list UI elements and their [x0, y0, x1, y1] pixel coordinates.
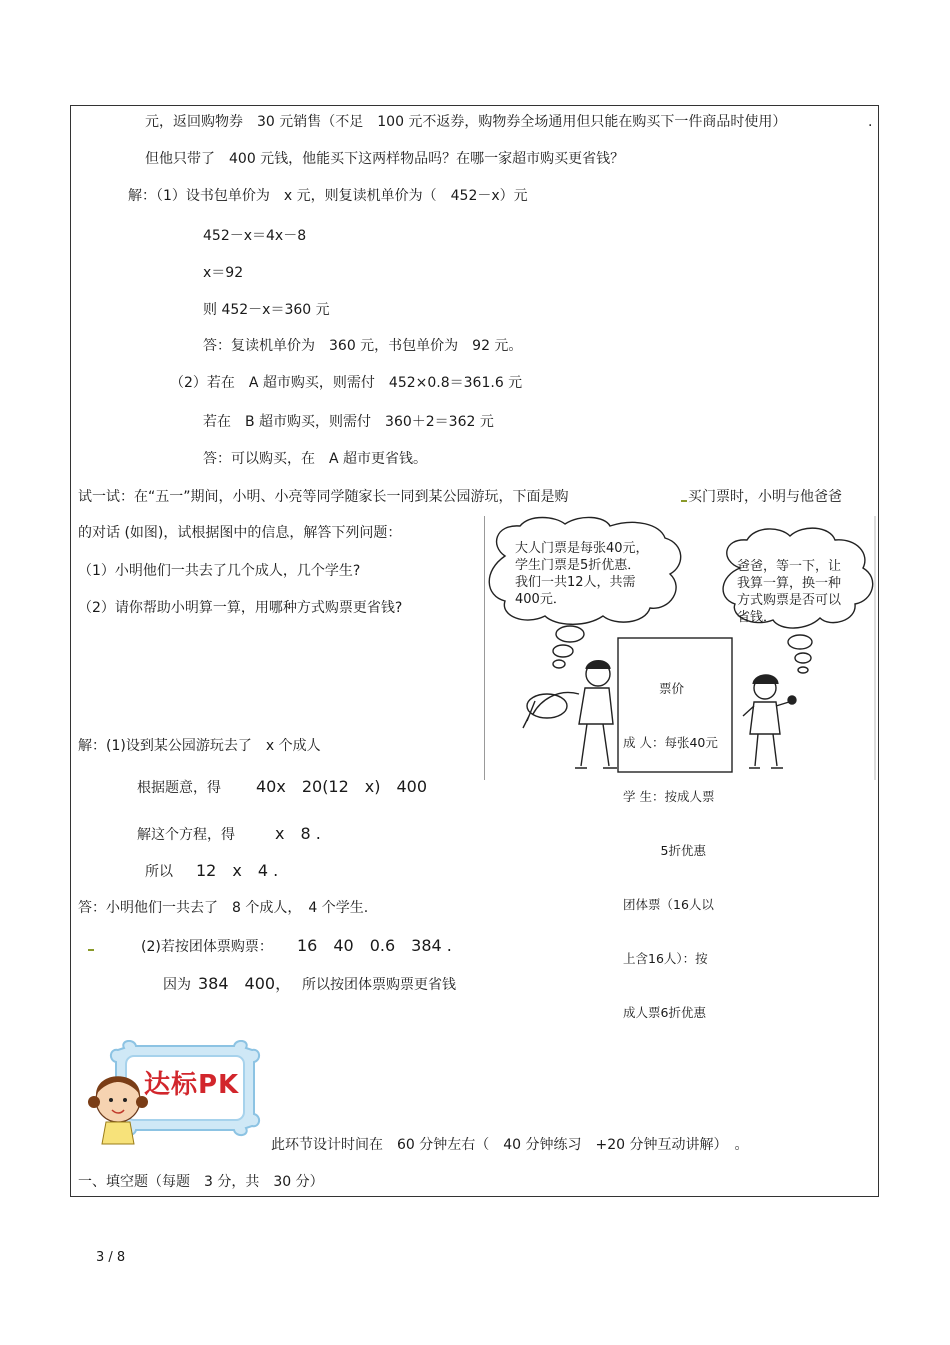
- text-line: 若在 B 超市购买，则需付 360＋2＝362 元: [203, 414, 494, 430]
- equation-line: 则 452－x＝360 元: [203, 302, 330, 318]
- boy-figure: [743, 675, 796, 768]
- text-line: 解这个方程，得: [137, 827, 235, 843]
- bubble-line: 400元．: [515, 592, 566, 607]
- text-line: 买门票时，小明与他爸爸: [688, 489, 842, 505]
- text-line: 元，返回购物券 30 元销售（不足 100 元不返券，购物券全场通用但只能在购买下一件商品时使用）: [145, 114, 787, 130]
- text-line: 试一试：在“五一”期间，小明、小亮等同学随家长一同到某公园游玩，下面是购: [78, 489, 569, 505]
- marker-dash: [681, 500, 687, 502]
- question-2: （2）请你帮助小明算一算，用哪种方式购票更省钱?: [78, 600, 403, 616]
- left-bubble-text: [515, 540, 649, 608]
- text-line: 根据题意，得: [137, 780, 221, 796]
- father-figure: [523, 661, 617, 768]
- equation-line: 16 40 0.6 384 .: [297, 936, 452, 955]
- text-line: .: [868, 114, 873, 130]
- bubble-line: 爸爸，等一下，让: [737, 559, 842, 574]
- right-bubble-text: [737, 558, 841, 626]
- equation-line: 12 x 4 .: [196, 861, 279, 880]
- text-line: 解：（1）设书包单价为 x 元，则复读机单价为（ 452－x）元: [128, 188, 528, 204]
- section-heading: 一、填空题（每题 3 分，共 30 分）: [78, 1174, 324, 1190]
- solution-line: 解：(1)设到某公园游玩去了 x 个成人: [78, 738, 321, 754]
- equation-line: x 8 .: [275, 824, 321, 843]
- text-line: 的对话 (如图)，试根据图中的信息，解答下列问题：: [78, 525, 402, 541]
- equation-line: 40x 20(12 x) 400: [256, 777, 428, 796]
- text-line: 因为: [163, 977, 191, 993]
- question-1: （1）小明他们一共去了几个成人，几个学生?: [78, 563, 361, 579]
- answer-line: 答：复读机单价为 360 元，书包单价为 92 元。: [203, 338, 523, 354]
- page-number: 3 / 8: [96, 1250, 126, 1265]
- bubble-line: 方式购票是否可以: [737, 593, 842, 608]
- bubble-line: 学生门票是5折优惠．: [515, 558, 641, 573]
- equation-line: 452－x＝4x－8: [203, 228, 307, 244]
- text-line: 所以按团体票购票更省钱: [302, 977, 456, 993]
- equation-line: x＝92: [203, 265, 244, 281]
- equation-line: 384 400，: [198, 974, 292, 993]
- text-line: （2）若在 A 超市购买，则需付 452×0.8＝361.6 元: [170, 375, 523, 391]
- answer-line: 答：小明他们一共去了 8 个成人， 4 个学生.: [78, 900, 369, 916]
- pk-badge: [84, 1040, 264, 1152]
- bubble-line: 大人门票是每张40元，: [515, 541, 649, 556]
- price-line: 成 人：每张40元: [623, 735, 718, 750]
- cartoon-illustration: [484, 516, 877, 1020]
- marker-dash: [88, 949, 94, 951]
- price-line: 学 生：按成人票: [623, 789, 715, 804]
- text-line: 此环节设计时间在 60 分钟左右（ 40 分钟练习 +20 分钟互动讲解） 。: [271, 1137, 749, 1153]
- price-line: 团体票（16人以: [623, 897, 714, 912]
- text-line: 但他只带了 400 元钱，他能买下这两样物品吗？在哪一家超市购买更省钱？: [145, 151, 625, 167]
- badge-label: 达标PK: [144, 1070, 240, 1100]
- price-line: 5折优惠: [623, 843, 706, 858]
- bubble-line: 我算一算，换一种: [737, 576, 842, 591]
- text-line: 所以: [145, 864, 173, 880]
- text-line: (2)若按团体票购票：: [141, 939, 273, 955]
- bubble-line: 我们一共12人，共需: [515, 575, 636, 590]
- bubble-line: 省钱．: [737, 610, 777, 625]
- price-title: 票价: [659, 681, 685, 696]
- price-line: 上含16人）：按: [623, 951, 708, 966]
- answer-line: 答：可以购买，在 A 超市更省钱。: [203, 451, 428, 467]
- price-line: 成人票6折优惠: [623, 1005, 706, 1020]
- price-board-text: [623, 644, 718, 1058]
